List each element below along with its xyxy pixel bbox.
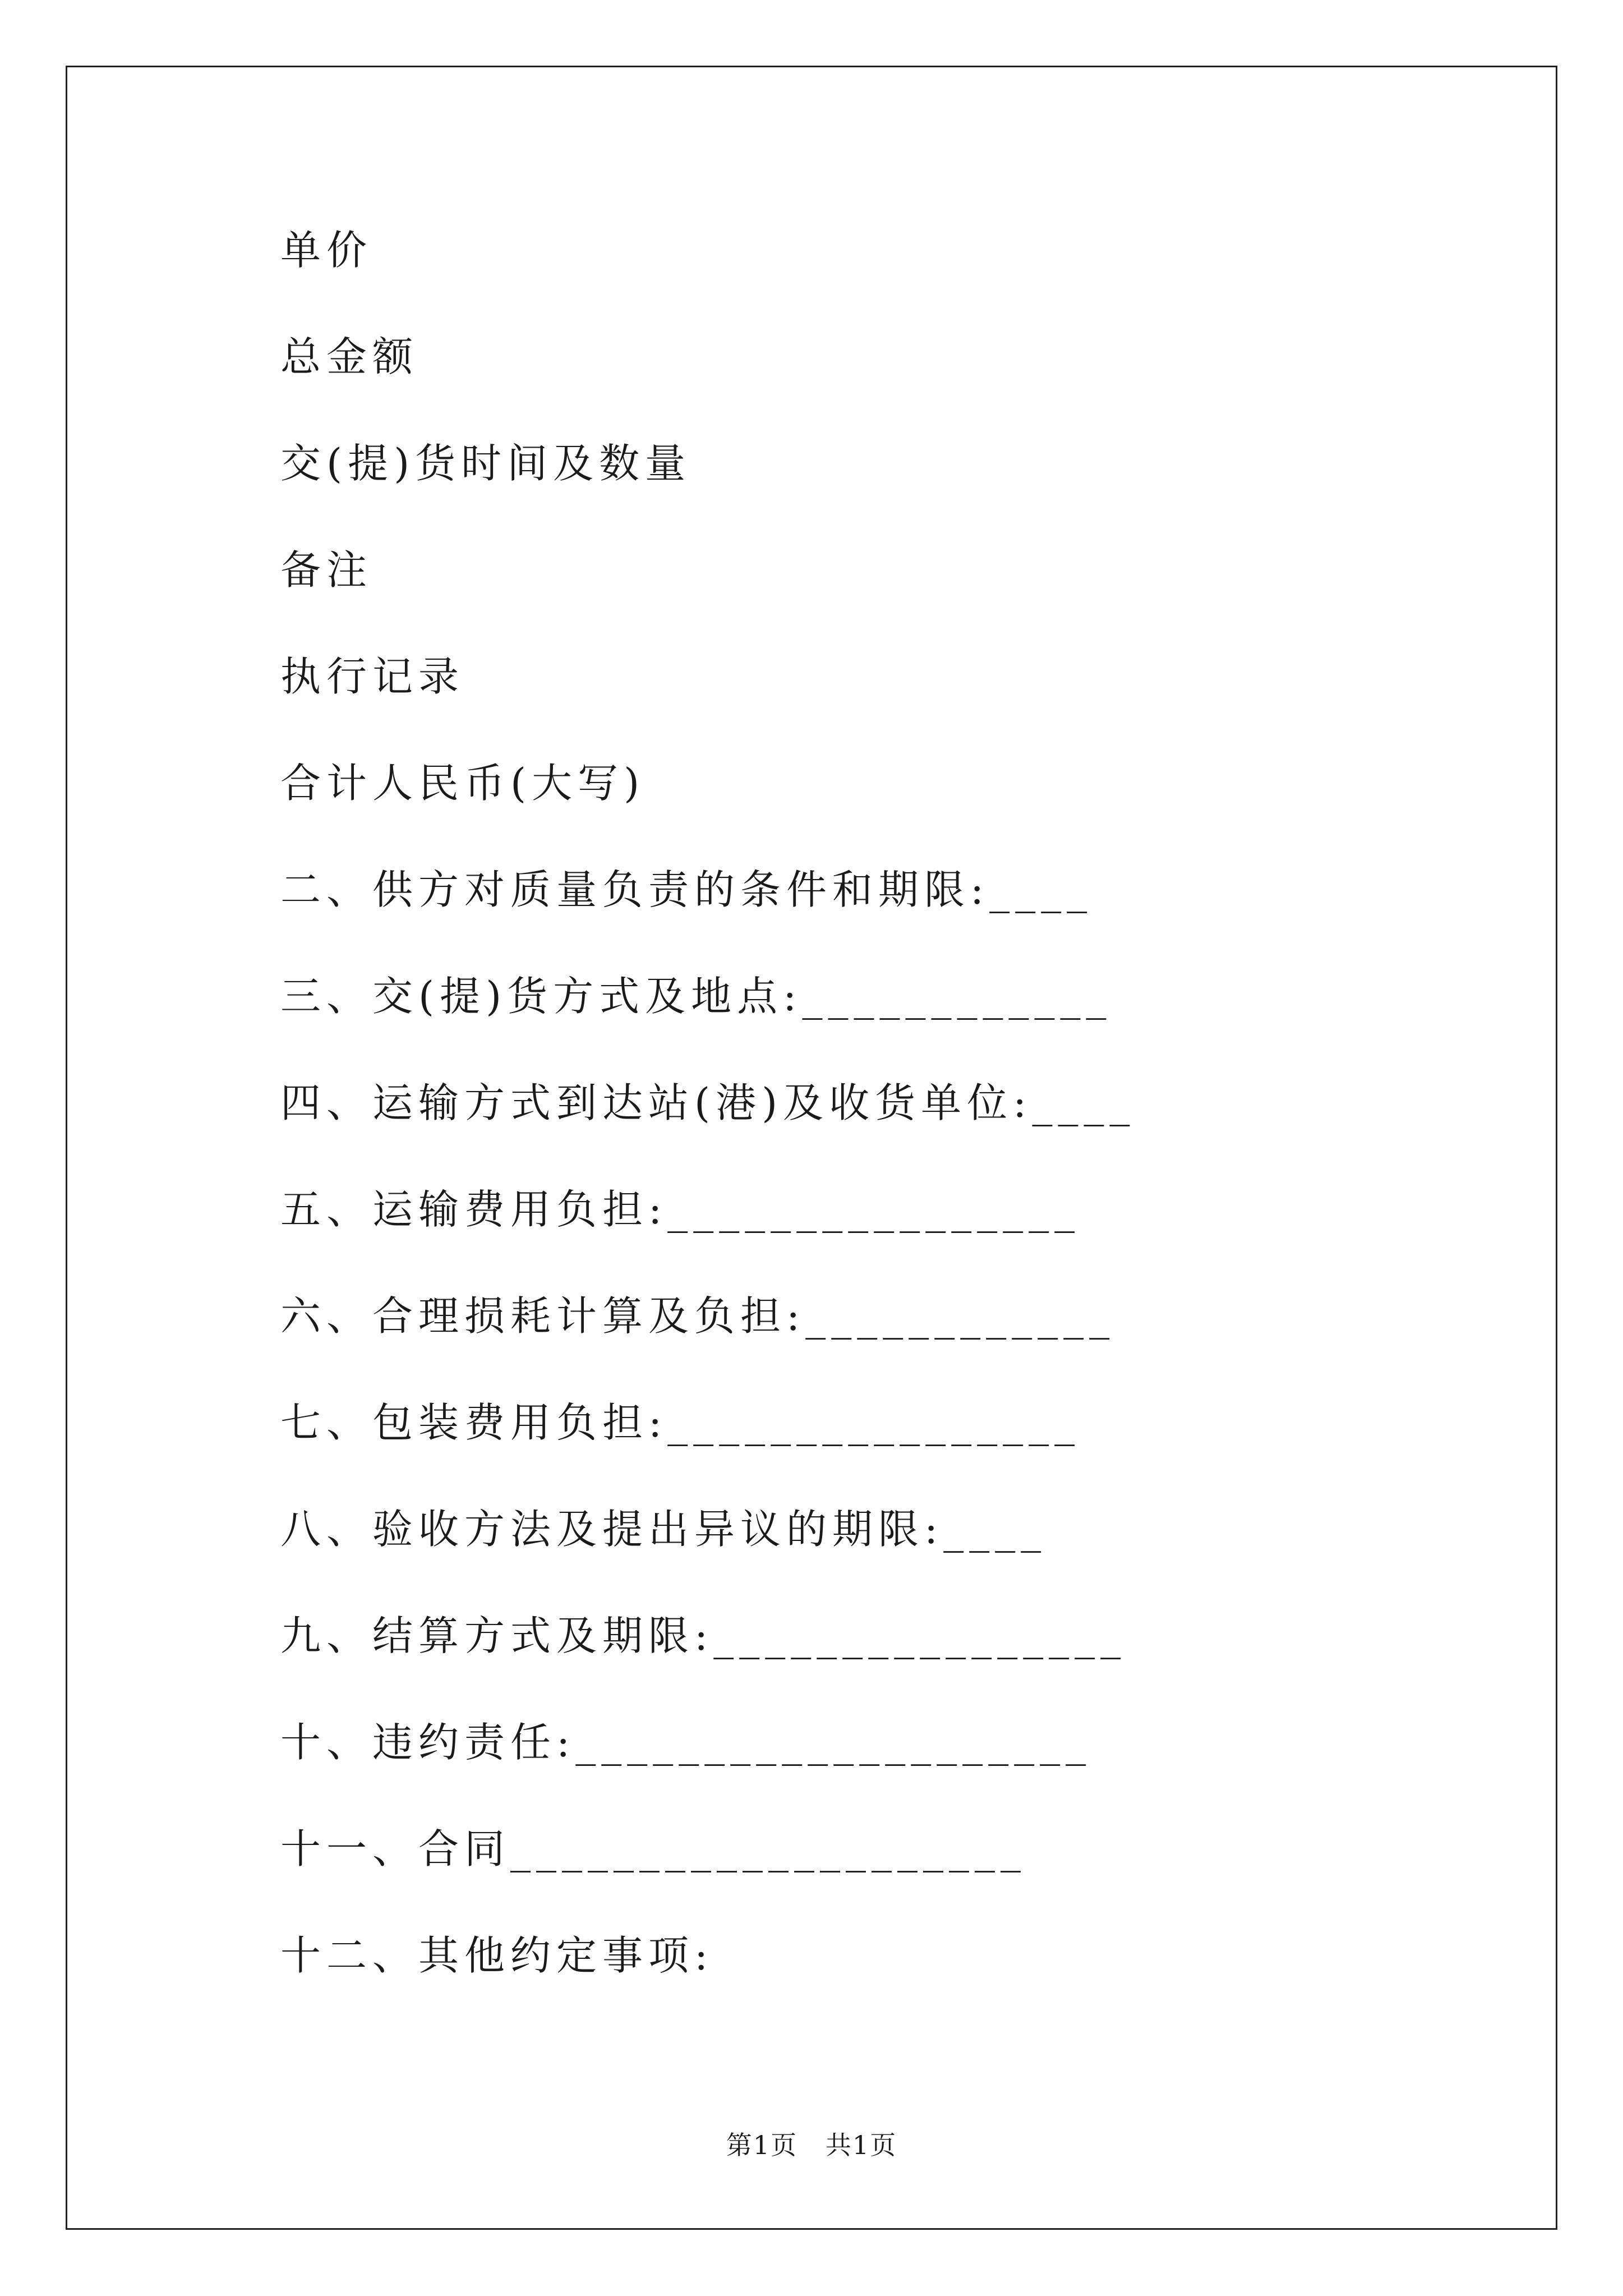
clause-5-transport-cost: 五、运输费用负担:________________ (280, 1186, 1081, 1233)
line-unit-price: 单价 (280, 227, 373, 274)
line-total-amount: 总金额 (280, 333, 419, 380)
line-execution-record: 执行记录 (280, 653, 465, 700)
clause-6-loss: 六、合理损耗计算及负担:____________ (280, 1292, 1115, 1340)
clause-11-contract: 十一、合同____________________ (280, 1825, 1027, 1872)
clause-10-liability: 十、违约责任:____________________ (280, 1719, 1092, 1766)
clause-7-packaging: 七、包装费用负担:________________ (280, 1399, 1081, 1446)
line-remarks: 备注 (280, 546, 373, 593)
clause-2-quality: 二、供方对质量负责的条件和期限:____ (280, 866, 1093, 913)
clause-3-delivery-method: 三、交(提)货方式及地点:____________ (280, 973, 1112, 1020)
line-delivery-time-quantity: 交(提)货时间及数量 (280, 440, 691, 487)
clause-9-settlement: 九、结算方式及期限:________________ (280, 1612, 1127, 1659)
clause-4-transport: 四、运输方式到达站(港)及收货单位:____ (280, 1079, 1136, 1126)
document-body (280, 220, 1514, 2032)
clause-12-other: 十二、其他约定事项: (280, 1932, 714, 1979)
page-footer: 第1页 共1页 (726, 2130, 897, 2160)
clause-8-acceptance: 八、验收方法及提出异议的期限:____ (280, 1506, 1047, 1553)
line-total-rmb: 合计人民币(大写) (280, 760, 645, 807)
